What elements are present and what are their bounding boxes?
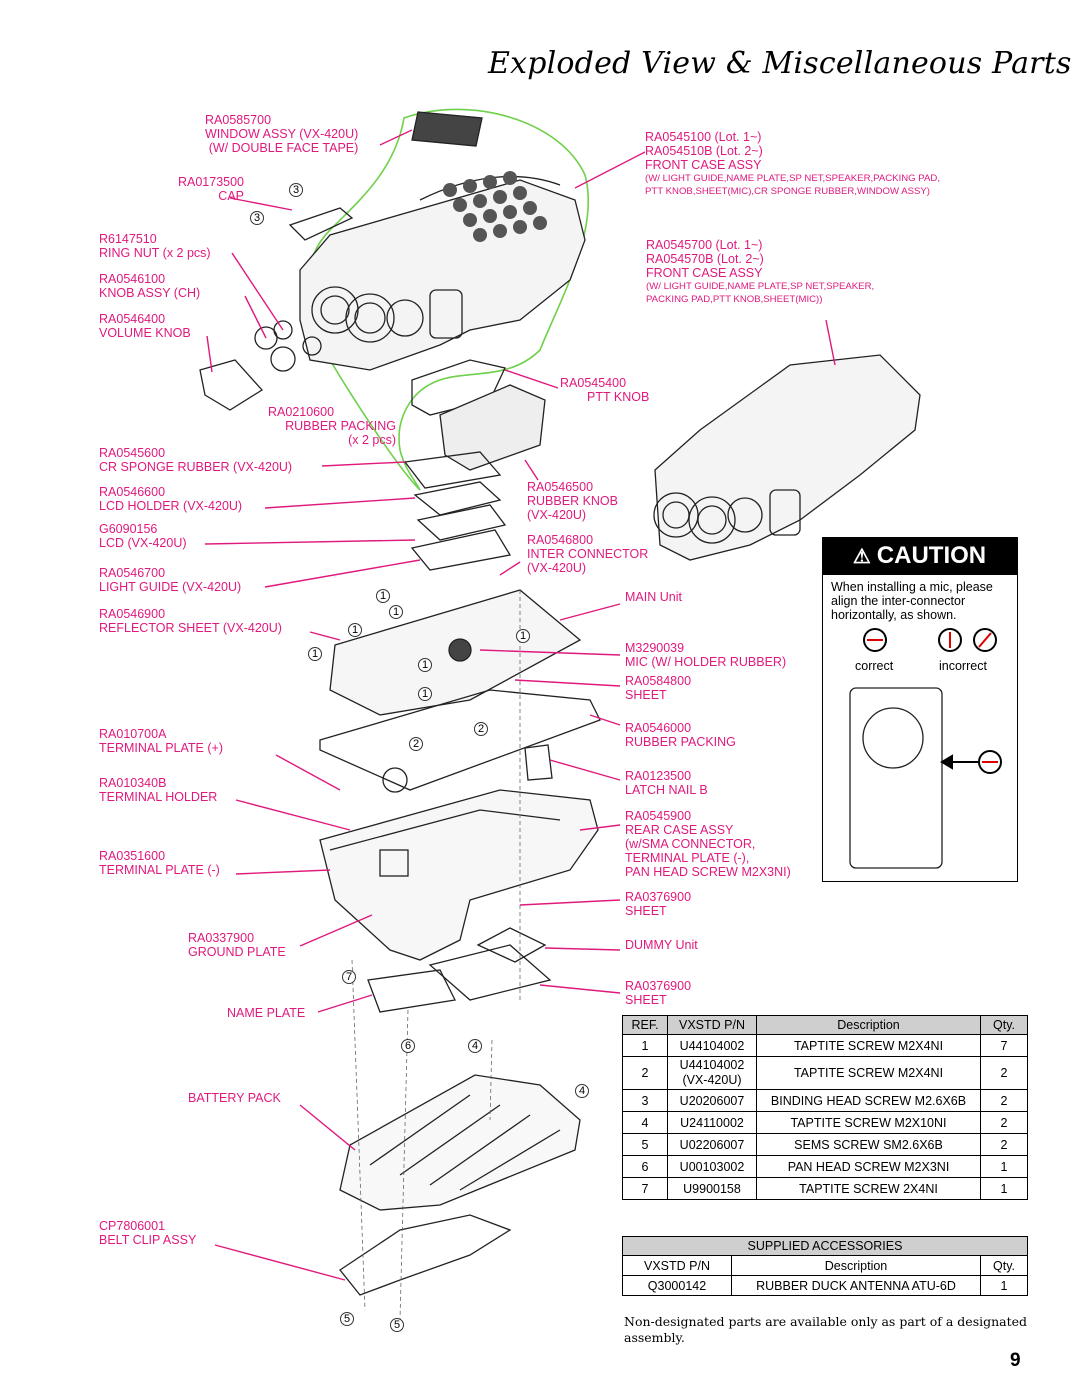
table-header-row <box>623 1016 1028 1035</box>
label-knob-assy: RA0546100 KNOB ASSY (CH) <box>99 272 201 300</box>
column-header: Qty. <box>981 1016 1028 1035</box>
callout-number: 2 <box>474 722 488 736</box>
column-header: REF. <box>623 1016 668 1035</box>
table-row: 6 U00103002 PAN HEAD SCREW M2X3NI 1 <box>623 1156 1028 1178</box>
label-front-case-assy-1: RA0545100 (Lot. 1~) RA054510B (Lot. 2~) FRONT CASE ASSY (W/ LIGHT GUIDE,NAME PLATE,SP NET,SPEAKER,PACKING PAD, PTT KNOB,SHEET(MIC),CR SPONGE RUBBER,WINDOW ASSY) <box>645 130 940 197</box>
column-header: VXSTD P/N <box>668 1016 757 1035</box>
callout-number: 5 <box>390 1318 404 1332</box>
table-title: SUPPLIED ACCESSORIES <box>623 1237 1028 1256</box>
label-window-assy: RA0585700 WINDOW ASSY (VX-420U) (W/ DOUBLE FACE TAPE) <box>205 113 359 155</box>
callout-number: 1 <box>418 687 432 701</box>
label-rubber-knob: RA0546500 RUBBER KNOB (VX-420U) <box>527 480 618 522</box>
table-row: 4 U24110002 TAPTITE SCREW M2X10NI 2 <box>623 1112 1028 1134</box>
caution-correct-label: correct <box>855 659 894 673</box>
table-row: Q3000142 RUBBER DUCK ANTENNA ATU-6D 1 <box>623 1276 1028 1296</box>
callout-number: 5 <box>340 1312 354 1326</box>
table-row: 1 U44104002 TAPTITE SCREW M2X4NI 7 <box>623 1035 1028 1057</box>
callout-number: 3 <box>289 183 303 197</box>
callout-number: 1 <box>418 658 432 672</box>
callout-number: 1 <box>516 629 530 643</box>
label-rubber-packing-x2: RA0210600 RUBBER PACKING (x 2 pcs) <box>268 405 396 447</box>
callout-number: 4 <box>468 1039 482 1053</box>
caution-heading: ⚠ CAUTION <box>822 537 1018 575</box>
label-cr-sponge: RA0545600 CR SPONGE RUBBER (VX-420U) <box>99 446 293 474</box>
label-sheet-3: RA0376900 SHEET <box>625 979 692 1007</box>
label-latch-nail: RA0123500 LATCH NAIL B <box>625 769 708 797</box>
column-header: Description <box>757 1016 981 1035</box>
callout-number: 2 <box>409 737 423 751</box>
label-mic: M3290039 MIC (W/ HOLDER RUBBER) <box>625 641 787 669</box>
column-header: Description <box>732 1256 981 1276</box>
column-header: Qty. <box>981 1256 1028 1276</box>
callout-number: 1 <box>348 623 362 637</box>
callout-number: 6 <box>401 1039 415 1053</box>
label-terminal-plate-plus: RA010700A TERMINAL PLATE (+) <box>99 727 223 755</box>
label-terminal-holder: RA010340B TERMINAL HOLDER <box>99 776 218 804</box>
table-header-row <box>623 1256 1028 1276</box>
label-ground-plate: RA0337900 GROUND PLATE <box>188 931 286 959</box>
label-main-unit: MAIN Unit <box>625 590 682 604</box>
callout-number: 1 <box>389 605 403 619</box>
label-dummy-unit: DUMMY Unit <box>625 938 698 952</box>
column-header: VXSTD P/N <box>623 1256 732 1276</box>
screw-parts-table <box>622 1015 1028 1200</box>
label-lcd: G6090156 LCD (VX-420U) <box>99 522 187 550</box>
callout-number: 1 <box>308 647 322 661</box>
table-row: 3 U20206007 BINDING HEAD SCREW M2.6X6B 2 <box>623 1090 1028 1112</box>
callout-number: 1 <box>376 589 390 603</box>
page-number: 9 <box>1010 1350 1021 1371</box>
label-battery-pack: BATTERY PACK <box>188 1091 281 1105</box>
supplied-accessories-table <box>622 1236 1028 1296</box>
label-reflector-sheet: RA0546900 REFLECTOR SHEET (VX-420U) <box>99 607 282 635</box>
label-sheet-2: RA0376900 SHEET <box>625 890 692 918</box>
label-ring-nut: R6147510 RING NUT (x 2 pcs) <box>99 232 211 260</box>
label-volume-knob: RA0546400 VOLUME KNOB <box>99 312 191 340</box>
callout-number: 7 <box>342 970 356 984</box>
warning-icon: ⚠ <box>852 545 871 568</box>
label-lcd-holder: RA0546600 LCD HOLDER (VX-420U) <box>99 485 243 513</box>
table-row: 5 U02206007 SEMS SCREW SM2.6X6B 2 <box>623 1134 1028 1156</box>
caution-box <box>822 537 1018 882</box>
table-row: 2 U44104002 (VX-420U) TAPTITE SCREW M2X4NI 2 <box>623 1057 1028 1090</box>
page-title: Exploded View & Miscellaneous Parts <box>488 46 1072 81</box>
table-row: 7 U9900158 TAPTITE SCREW 2X4NI 1 <box>623 1178 1028 1200</box>
label-belt-clip: CP7806001 BELT CLIP ASSY <box>99 1219 197 1247</box>
label-light-guide: RA0546700 LIGHT GUIDE (VX-420U) <box>99 566 242 594</box>
label-inter-connector: RA0546800 INTER CONNECTOR (VX-420U) <box>527 533 649 575</box>
caution-text: When installing a mic, please align the inter-connector horizontally, as shown. <box>831 580 993 622</box>
callout-number: 3 <box>250 211 264 225</box>
label-rear-case-assy: RA0545900 REAR CASE ASSY (w/SMA CONNECTOR, TERMINAL PLATE (-), PAN HEAD SCREW M2X3NI) <box>625 809 791 879</box>
label-front-case-assy-2: RA0545700 (Lot. 1~) RA054570B (Lot. 2~) FRONT CASE ASSY (W/ LIGHT GUIDE,NAME PLATE,SP NET,SPEAKER, PACKING PAD,PTT KNOB,SHEET(MIC)) <box>646 238 875 305</box>
label-sheet-1: RA0584800 SHEET <box>625 674 692 702</box>
callout-number: 4 <box>575 1084 589 1098</box>
label-rubber-packing: RA0546000 RUBBER PACKING <box>625 721 736 749</box>
label-terminal-plate-minus: RA0351600 TERMINAL PLATE (-) <box>99 849 220 877</box>
label-name-plate: NAME PLATE <box>227 1006 306 1020</box>
label-ptt-knob: RA0545400 PTT KNOB <box>560 376 650 404</box>
caution-incorrect-label: incorrect <box>939 659 987 673</box>
label-cap: RA0173500 CAP <box>177 175 244 203</box>
footnote: Non-designated parts are available only as part of a designated assembly. <box>624 1314 1028 1345</box>
